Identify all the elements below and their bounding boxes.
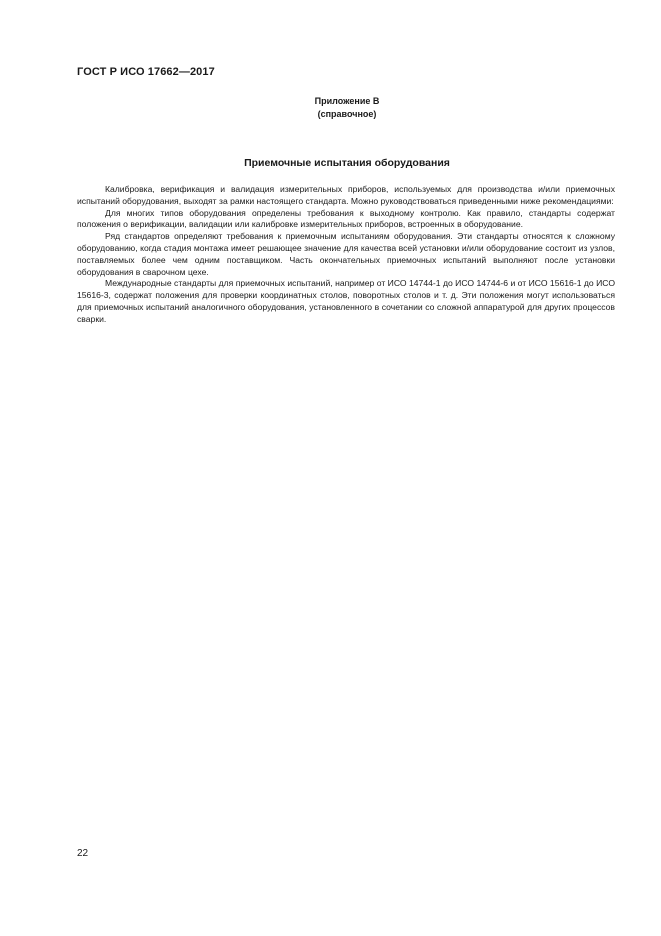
paragraph: Ряд стандартов определяют требования к приемочным испытаниям оборудования. Эти стандарты относятся к сложному оборудованию, когда стадия монтажа имеет решающее значение для качества всей установки и/или оборудование состоит из узлов, поставляемых более чем одним поставщиком. Часть окончательных приемочных испытаний выполняют после установки оборудования в сварочном цехе.	[77, 231, 615, 277]
section-title: Приемочные испытания оборудования	[244, 157, 450, 169]
page-number: 22	[77, 848, 89, 859]
body-text	[77, 184, 615, 326]
annex-type: (справочное)	[317, 108, 377, 119]
annex-heading	[0, 95, 661, 120]
paragraph: Калибровка, верификация и валидация измерительных приборов, используемых для производства и/или приемочных испытаний оборудования, выходят за рамки настоящего стандарта. Можно руководствоваться приведенными ниже рекомендациями:	[77, 184, 615, 206]
paragraph: Для многих типов оборудования определены требования к выходному контролю. Как правило, стандарты содержат положения о верификации, валидации или калибровке измерительных приборов, встроенных в оборудование.	[77, 207, 615, 230]
annex-title: Приложение В	[314, 96, 380, 106]
paragraph: Международные стандарты для приемочных испытаний, например от ИСО 14744-1 до ИСО 14744-6 и от ИСО 15616-1 до ИСО 15616-3, содержат положения для проверки координатных столов, поворотных столов и т. д. Эти положения могут использоваться для приемочных испытаний аналогичного оборудования, установленного в сочетании со сложной аппаратурой для других процессов сварки.	[77, 278, 615, 324]
document-header: ГОСТ Р ИСО 17662—2017	[77, 66, 215, 78]
